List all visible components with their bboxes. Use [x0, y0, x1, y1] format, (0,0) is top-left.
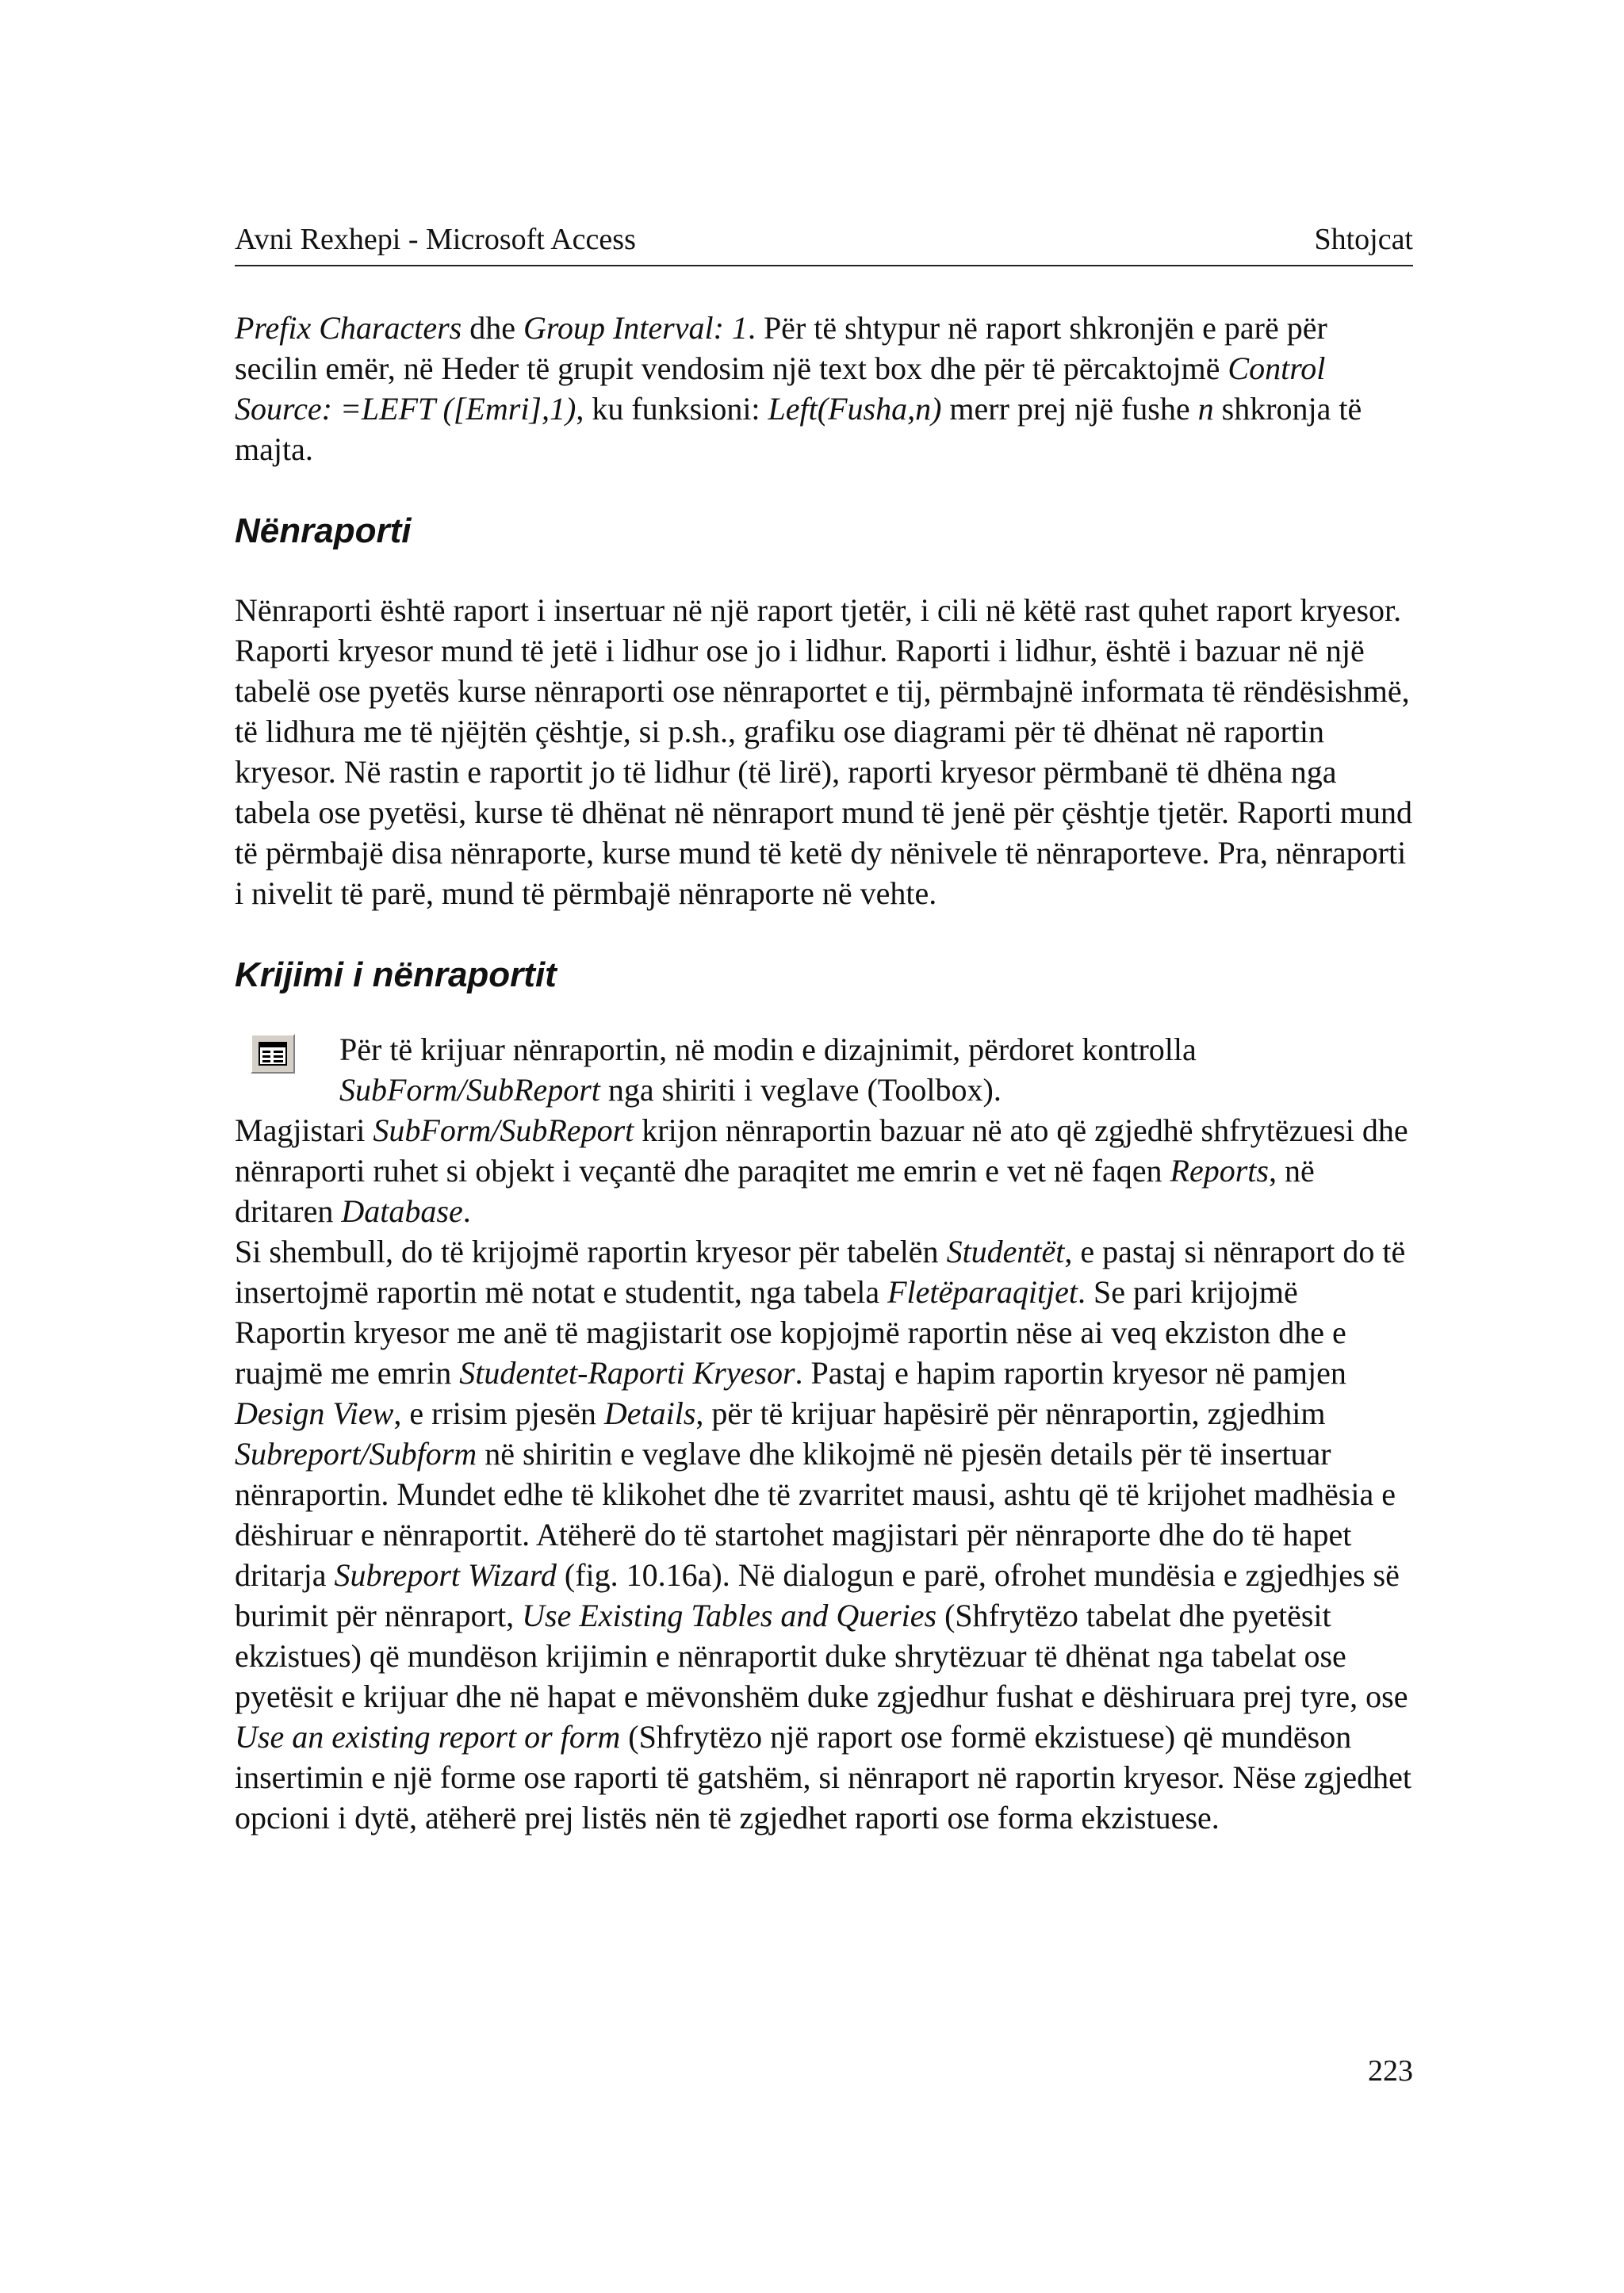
italic-term: Subreport Wizard [334, 1557, 557, 1593]
italic-term: Studentet-Raporti Kryesor [459, 1355, 795, 1391]
italic-term: n [1197, 391, 1214, 427]
text-run: merr prej një fushe [941, 391, 1198, 427]
text-run: Magjistari [235, 1112, 373, 1148]
italic-term: SubForm/SubReport [339, 1072, 600, 1108]
wizard-paragraph [235, 1110, 1413, 1231]
italic-term: Control Source: =LEFT ([Emri],1) [235, 350, 1326, 427]
text-run: (fig. 10.16a). Në dialogun e parë, ofrohet mundësia e zgjedhjes së burimit për nënraport, [235, 1557, 1400, 1633]
subform-subreport-icon [251, 1034, 295, 1074]
example-paragraph [235, 1231, 1413, 1838]
text-run: , e pastaj si nënraport do të insertojmë raportin më notat e studentit, nga tabela [235, 1234, 1406, 1310]
italic-term: Fletëparaqitjet [887, 1274, 1078, 1310]
text-run: . Për të shtypur në raport shkronjën e parë për secilin emër, në Heder të grupit vendosim një text box dhe për të përcaktojmë [235, 310, 1327, 386]
header-author-title: Avni Rexhepi - Microsoft Access [235, 223, 636, 256]
text-run: dhe [462, 310, 524, 346]
icon-paragraph-text [339, 1029, 1413, 1110]
text-run: . Pastaj e hapim raportin kryesor në pamjen [795, 1355, 1346, 1391]
text-run: , në dritaren [235, 1153, 1315, 1229]
italic-term: Studentët [946, 1234, 1065, 1269]
text-run: në shiritin e veglave dhe klikojmë në pjesën details për të insertuar nënraportin. Mundet edhe të klikohet dhe të zvarritet mausi, ashtu që të krijohet madhësia e dëshiruar e nënraportit. Atëherë do të startohet magjistari për nënraporte dhe do të hapet dritarja [235, 1436, 1396, 1593]
text-run: . Se pari krijojmë Raportin kryesor me anë të magjistarit ose kopjojmë raportin nëse ai veq ekziston dhe e ruajmë me emrin [235, 1274, 1346, 1391]
italic-term: Use Existing Tables and Queries [522, 1598, 937, 1633]
italic-term: Database [341, 1193, 463, 1229]
running-header [235, 222, 1413, 266]
page-number: 223 [1368, 2054, 1413, 2088]
intro-paragraph [235, 308, 1413, 469]
text-run: nga shiriti i veglave (Toolbox). [599, 1072, 1002, 1108]
toolbox-control-paragraph [235, 1029, 1413, 1110]
text-run: (Shfrytëzo një raport ose formë ekzistuese) që mundëson insertimin e një forme ose raporti të gatshëm, si nënraport në raportin kryesor. Nëse zgjedhet opcioni i dytë, atëherë prej listës nën të zgjedhet raporti ose forma ekzistuese. [235, 1719, 1411, 1836]
document-page [235, 0, 1413, 2293]
italic-term: Prefix Characters [235, 310, 462, 346]
page-body [235, 308, 1413, 1838]
text-run: Për të krijuar nënraportin, në modin e dizajnimit, përdoret kontrolla [339, 1032, 1197, 1067]
text-run: krijon nënraportin bazuar në ato që zgjedhë shfrytëzuesi dhe nënraporti ruhet si objekt i veçantë dhe paraqitet me emrin e vet në faqen [235, 1112, 1408, 1189]
section-heading-krijimi: Krijimi i nënraportit [235, 955, 557, 994]
section-heading-nenraporti: Nënraporti [235, 511, 412, 550]
italic-term: Design View [235, 1395, 394, 1431]
italic-term: Left(Fusha,n) [768, 391, 942, 427]
text-run: , ku funksioni: [576, 391, 768, 427]
text-run: (Shfrytëzo tabelat dhe pyetësit ekzistues) që mundëson krijimin e nënraportit duke shrytëzuar të dhënat nga tabelat ose pyetësit e krijuar dhe në hapat e mëvonshëm duke zgjedhur fushat e dëshiruara prej tyre, ose [235, 1598, 1408, 1714]
text-run: , e rrisim pjesën [393, 1395, 604, 1431]
text-run: Nënraporti është raport i insertuar në një raport tjetër, i cili në këtë rast quhet raport kryesor. Raporti kryesor mund të jetë i lidhur ose jo i lidhur. Raporti i lidhur, është i bazuar në një tabelë ose pyetës kurse nënraporti ose nënraportet e tij, përmbajnë informata të rëndësishmë, të lidhura me të njëjtën çështje, si p.sh., grafiku ose diagrami për të dhënat në raportin kryesor. Në rastin e raportit jo të lidhur (të lirë), raporti kryesor përmbanë të dhëna nga tabela ose pyetësi, kurse të dhënat në nënraport mund të jenë për çështje tjetër. Raporti mund të përmbajë disa nënraporte, kurse mund të ketë dy nënivele të nënraporteve. Pra, nënraporti i nivelit të parë, mund të përmbajë nënraporte në vehte. [235, 592, 1413, 911]
text-run: , për të krijuar hapësirë për nënraportin, zgjedhim [695, 1395, 1326, 1431]
italic-term: Group Interval: 1 [523, 310, 748, 346]
italic-term: SubForm/SubReport [373, 1112, 634, 1148]
italic-term: Use an existing report or form [235, 1719, 621, 1755]
italic-term: Reports [1170, 1153, 1269, 1189]
nenraporti-paragraph [235, 590, 1413, 913]
italic-term: Details [603, 1395, 696, 1431]
text-run: . [462, 1193, 471, 1229]
italic-term: Subreport/Subform [235, 1436, 477, 1472]
header-section: Shtojcat [1314, 223, 1413, 256]
text-run: shkronja të majta. [235, 391, 1362, 467]
text-run: Si shembull, do të krijojmë raportin kryesor për tabelën [235, 1234, 947, 1269]
